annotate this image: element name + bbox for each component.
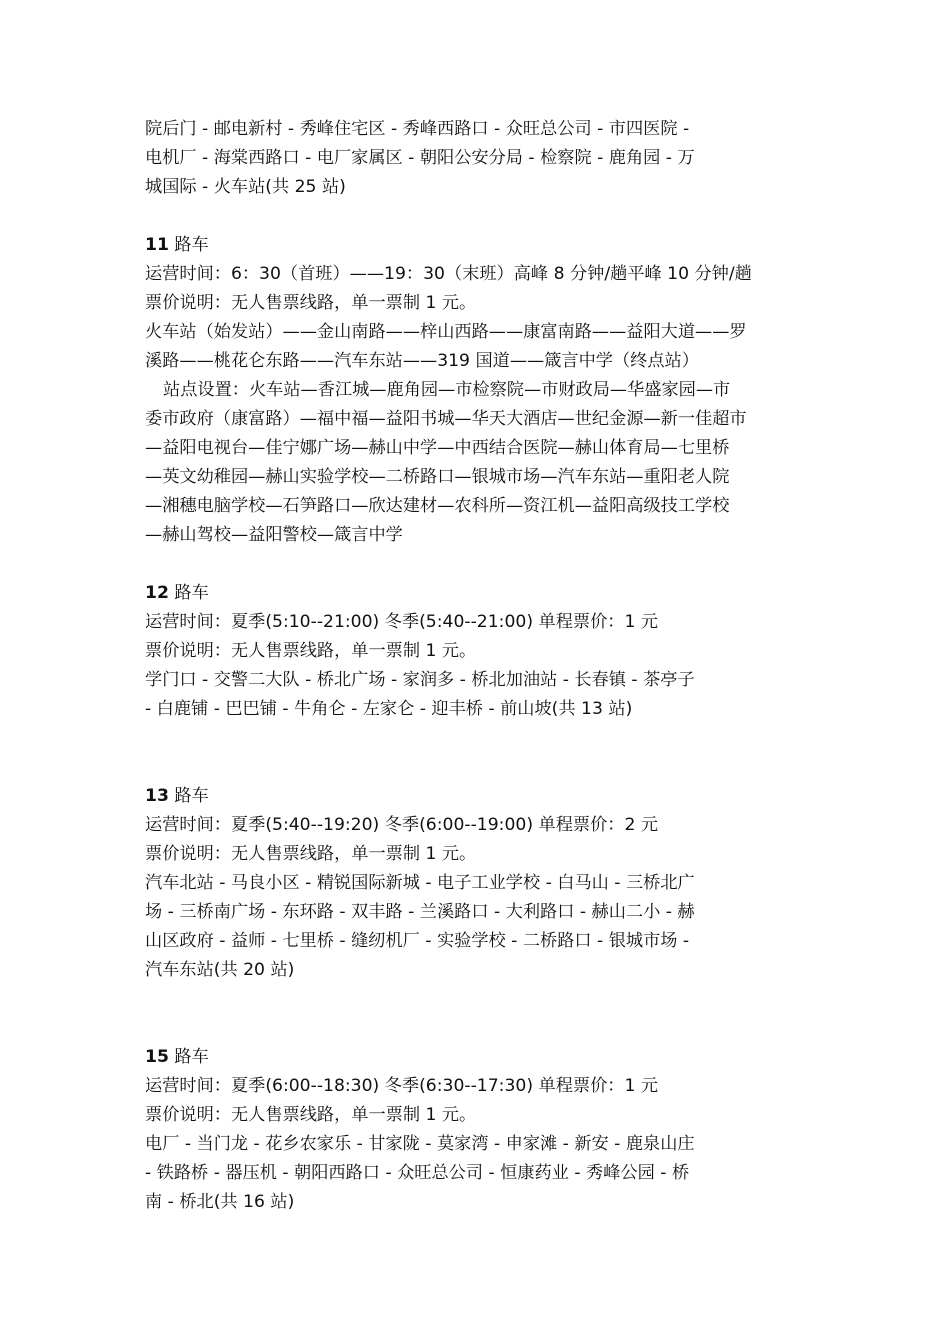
route-12-line: 运营时间：夏季(5:10--21:00) 冬季(5:40--21:00) 单程票价：1 元: [145, 612, 659, 632]
route-11-heading: [145, 231, 815, 260]
route-12-number: 12: [145, 583, 169, 603]
route-prev-line: 电机厂 - 海棠西路口 - 电厂家属区 - 朝阳公安分局 - 检察院 - 鹿角园 - 万: [145, 148, 695, 168]
route-15-line: - 铁路桥 - 器压机 - 朝阳西路口 - 众旺总公司 - 恒康药业 - 秀峰公园 - 桥: [145, 1163, 690, 1183]
route-15-section: [145, 1043, 815, 1217]
route-prev-line: 院后门 - 邮电新村 - 秀峰住宅区 - 秀峰西路口 - 众旺总公司 - 市四医院 -: [145, 119, 690, 139]
route-11-stops-line: —益阳电视台—佳宁娜广场—赫山中学—中西结合医院—赫山体育局—七里桥: [145, 438, 730, 458]
route-13-heading: [145, 782, 815, 811]
route-15-line: 票价说明：无人售票线路，单一票制 1 元。: [145, 1105, 477, 1125]
document-page: [145, 115, 815, 1217]
route-12-line: 学门口 - 交警二大队 - 桥北广场 - 家润多 - 桥北加油站 - 长春镇 - 茶亭子: [145, 670, 695, 690]
route-15-suffix: 路车: [168, 1047, 209, 1067]
route-12-line: - 白鹿铺 - 巴巴铺 - 牛角仑 - 左家仑 - 迎丰桥 - 前山坡(共 13 站): [145, 699, 633, 719]
route-11-stops-line: —英文幼稚园—赫山实验学校—二桥路口—银城市场—汽车东站—重阳老人院: [145, 467, 730, 487]
route-13-suffix: 路车: [168, 786, 209, 806]
route-11-line: 火车站（始发站）——金山南路——梓山西路——康富南路——益阳大道——罗: [145, 322, 747, 342]
route-11-line: 运营时间：6：30（首班）——19：30（末班）高峰 8 分钟/趟平峰 10 分钟/趟: [145, 264, 752, 284]
route-prev-line: 城国际 - 火车站(共 25 站): [145, 177, 346, 197]
route-11-stops-line: —赫山驾校—益阳警校—箴言中学: [145, 525, 403, 545]
spacer: [145, 724, 815, 753]
route-13-section: [145, 782, 815, 985]
route-prev-section: [145, 115, 815, 202]
route-11-number: 11: [145, 235, 169, 255]
spacer: [145, 550, 815, 579]
route-13-number: 13: [145, 786, 169, 806]
route-11-stops-line: —湘穗电脑学校—石笋路口—欣达建材—农科所—资江机—益阳高级技工学校: [145, 496, 730, 516]
route-15-line: 运营时间：夏季(6:00--18:30) 冬季(6:30--17:30) 单程票价：1 元: [145, 1076, 659, 1096]
route-13-line: 汽车东站(共 20 站): [145, 960, 295, 980]
route-12-suffix: 路车: [168, 583, 209, 603]
route-12-line: 票价说明：无人售票线路，单一票制 1 元。: [145, 641, 477, 661]
route-15-line: 电厂 - 当门龙 - 花乡农家乐 - 甘家陇 - 莫家湾 - 申家滩 - 新安 - 鹿泉山庄: [145, 1134, 695, 1154]
route-15-number: 15: [145, 1047, 169, 1067]
route-12-heading: [145, 579, 815, 608]
route-11-line: 票价说明：无人售票线路，单一票制 1 元。: [145, 293, 477, 313]
route-11-stops-line: 委市政府（康富路）—福中福—益阳书城—华天大酒店—世纪金源—新一佳超市: [145, 409, 747, 429]
spacer: [145, 202, 815, 231]
route-13-line: 场 - 三桥南广场 - 东环路 - 双丰路 - 兰溪路口 - 大利路口 - 赫山二小 - 赫: [145, 902, 695, 922]
route-12-section: [145, 579, 815, 724]
route-13-line: 运营时间：夏季(5:40--19:20) 冬季(6:00--19:00) 单程票价：2 元: [145, 815, 659, 835]
route-11-line: 溪路——桃花仑东路——汽车东站——319 国道——箴言中学（终点站）: [145, 351, 699, 371]
route-11-stops-line: 站点设置：火车站—香江城—鹿角园—市检察院—市财政局—华盛家园—市: [163, 380, 731, 400]
spacer: [145, 753, 815, 782]
route-11-section: [145, 231, 815, 550]
route-13-line: 山区政府 - 益师 - 七里桥 - 缝纫机厂 - 实验学校 - 二桥路口 - 银城市场 -: [145, 931, 690, 951]
spacer: [145, 1014, 815, 1043]
route-11-suffix: 路车: [168, 235, 209, 255]
route-13-line: 票价说明：无人售票线路，单一票制 1 元。: [145, 844, 477, 864]
route-15-heading: [145, 1043, 815, 1072]
spacer: [145, 985, 815, 1014]
route-13-line: 汽车北站 - 马良小区 - 精锐国际新城 - 电子工业学校 - 白马山 - 三桥北广: [145, 873, 695, 893]
route-15-line: 南 - 桥北(共 16 站): [145, 1192, 295, 1212]
